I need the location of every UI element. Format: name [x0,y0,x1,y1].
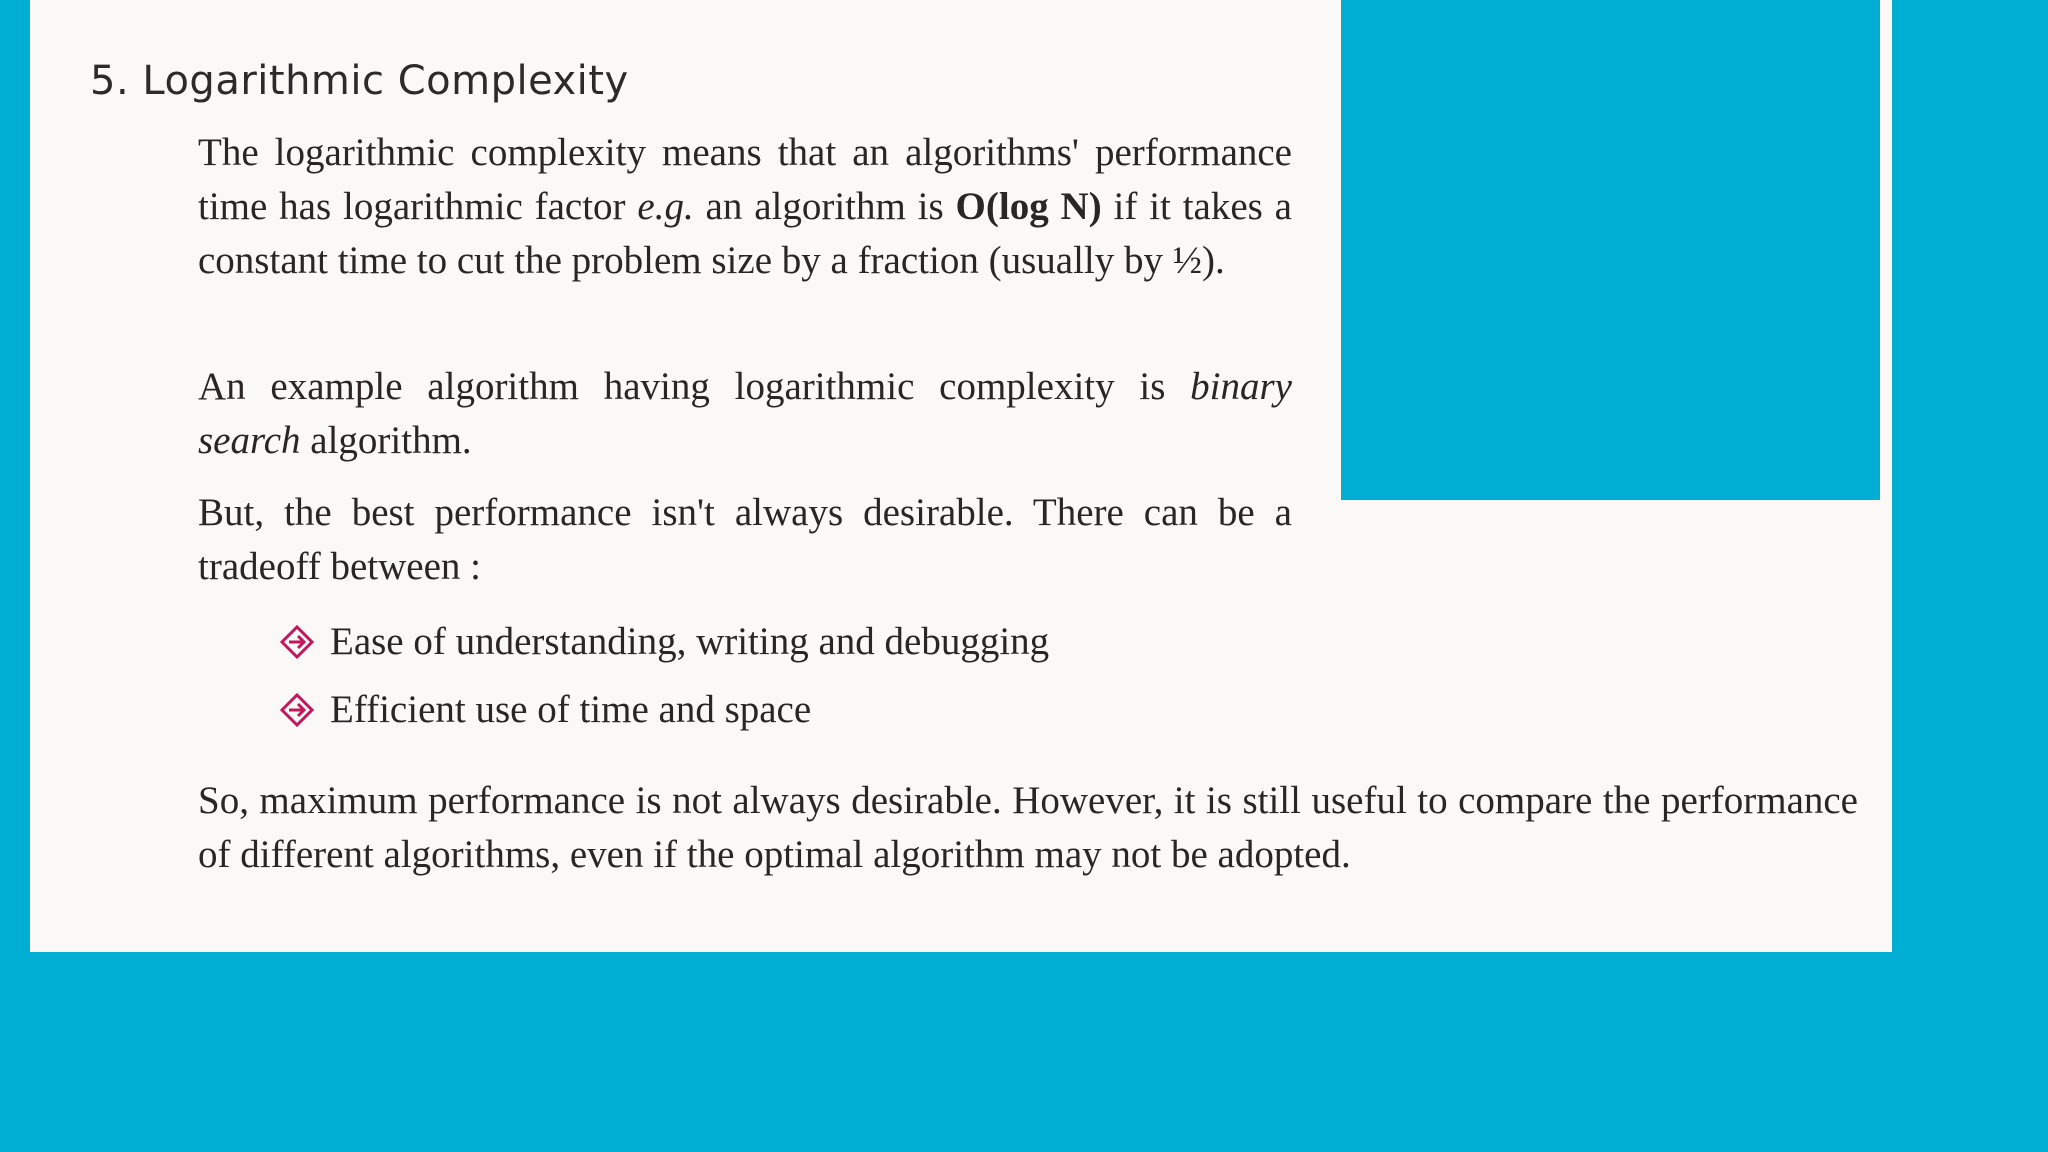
paragraph-example-algorithm [198,360,1292,468]
section-heading: 5. Logarithmic Complexity [90,58,629,104]
diamond-arrow-icon [280,693,314,727]
list-item-text: Ease of understanding, writing and debugging [330,620,1050,663]
list-item-text: Efficient use of time and space [330,688,812,731]
paragraph-conclusion: So, maximum performance is not always desirable. However, it is still useful to compare the performance of different algorithms, even if the optimal algorithm may not be adopted. [198,779,1858,876]
paragraph-2-tail: algorithm. [300,419,472,462]
paragraph-1-tail: if it takes a constant time to cut the problem size by a fraction (usually by ½). [198,185,1292,282]
big-o-notation: O(log N) [955,185,1102,228]
diamond-arrow-icon [280,625,314,659]
scanned-page [30,0,1892,952]
paragraph-2-lead: An example algorithm having logarithmic complexity is [198,365,1191,408]
paragraph-1-mid: an algorithm is [693,185,956,228]
paragraph-tradeoff: But, the best performance isn't always desirable. There can be a tradeoff between : [198,491,1292,588]
binary-search-term: binary search [198,365,1292,462]
paragraph-logarithmic-definition [198,126,1292,288]
list-item [280,676,1049,744]
list-item [280,608,1049,676]
tradeoff-list [280,608,1049,744]
cover-block [1341,0,1880,500]
paragraph-1-eg: e.g. [637,185,694,228]
paragraph-1-lead: The logarithmic complexity means that an algorithms' performance time has logarithmic factor [198,131,1292,228]
